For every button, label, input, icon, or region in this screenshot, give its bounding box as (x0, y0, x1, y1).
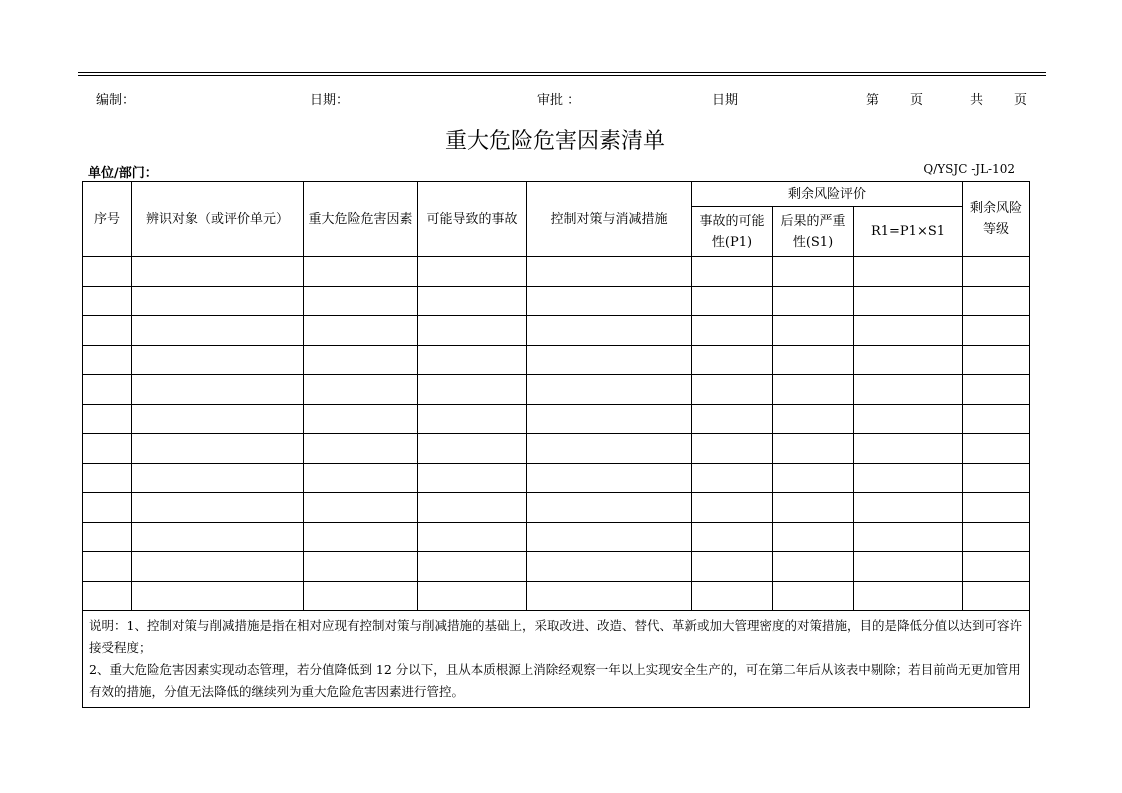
table-cell[interactable] (692, 316, 773, 346)
table-cell[interactable] (773, 257, 854, 287)
table-cell[interactable] (132, 404, 304, 434)
approved-label: 审批 ： (537, 93, 581, 108)
table-cell[interactable] (132, 434, 304, 464)
table-cell[interactable] (304, 345, 418, 375)
table-row (83, 286, 1030, 316)
table-cell[interactable] (692, 375, 773, 405)
table-cell[interactable] (773, 493, 854, 523)
table-cell[interactable] (692, 463, 773, 493)
table-cell[interactable] (83, 581, 132, 611)
table-cell[interactable] (132, 522, 304, 552)
table-cell[interactable] (692, 257, 773, 287)
col-header-measures: 控制对策与消减措施 (527, 182, 692, 257)
table-cell[interactable] (527, 522, 692, 552)
table-cell[interactable] (132, 581, 304, 611)
table-cell[interactable] (773, 434, 854, 464)
table-cell[interactable] (418, 286, 527, 316)
table-cell[interactable] (692, 493, 773, 523)
col-header-index: 序号 (83, 182, 132, 257)
table-row (83, 493, 1030, 523)
table-cell[interactable] (304, 581, 418, 611)
table-row (83, 257, 1030, 287)
table-cell[interactable] (773, 286, 854, 316)
table-cell[interactable] (304, 257, 418, 287)
table-cell[interactable] (418, 552, 527, 582)
table-cell[interactable] (773, 522, 854, 552)
table-cell[interactable] (963, 404, 1030, 434)
total-page-label: 页 (1014, 93, 1028, 108)
note-line: 2、重大危险危害因素实现动态管理，若分值降低到 12 分以下，且从本质根源上消除经观察一年以上实现安全生产的，可在第二年后从该表中剔除；若目前尚无更加管用有效的措施，分值无法降低的继续列为重大危险危害因素进行管控。 (89, 662, 1021, 699)
table-cell[interactable] (418, 404, 527, 434)
approval-date-label: 日期 (712, 93, 739, 108)
table-cell[interactable] (418, 316, 527, 346)
table-cell[interactable] (418, 434, 527, 464)
col-header-hazard: 重大危险危害因素 (304, 182, 418, 257)
col-header-accident: 可能导致的事故 (418, 182, 527, 257)
table-cell[interactable] (854, 345, 963, 375)
table-cell[interactable] (854, 286, 963, 316)
table-cell[interactable] (418, 493, 527, 523)
table-cell[interactable] (527, 345, 692, 375)
table-row (83, 375, 1030, 405)
header-rule-bottom (78, 75, 1046, 76)
notes-cell (83, 611, 1030, 708)
table-cell[interactable] (773, 463, 854, 493)
table-cell[interactable] (963, 434, 1030, 464)
note-line: 说明：1、控制对策与削减措施是指在相对应现有控制对策与削减措施的基础上，采取改进、改造、替代、革新或加大管理密度的对策措施，目的是降低分值以达到可容许接受程度； (89, 618, 1022, 655)
col-header-risk-level: 剩余风险等级 (963, 182, 1030, 257)
table-cell[interactable] (527, 404, 692, 434)
table-cell[interactable] (527, 286, 692, 316)
table-cell[interactable] (692, 581, 773, 611)
table-cell[interactable] (83, 522, 132, 552)
table-cell[interactable] (773, 316, 854, 346)
table-cell[interactable] (963, 316, 1030, 346)
table-cell[interactable] (854, 581, 963, 611)
table-row (83, 552, 1030, 582)
table-cell[interactable] (304, 552, 418, 582)
table-cell[interactable] (132, 493, 304, 523)
total-label: 共 (970, 93, 984, 108)
table-cell[interactable] (83, 286, 132, 316)
table-cell[interactable] (854, 493, 963, 523)
table-cell[interactable] (132, 257, 304, 287)
page-title: 重大危险危害因素清单 (444, 129, 665, 154)
table-cell[interactable] (963, 375, 1030, 405)
table-cell[interactable] (527, 375, 692, 405)
table-cell[interactable] (854, 463, 963, 493)
table-cell[interactable] (773, 552, 854, 582)
table-cell[interactable] (304, 493, 418, 523)
page-no-label: 第 (866, 93, 880, 108)
table-cell[interactable] (418, 345, 527, 375)
table-cell[interactable] (854, 404, 963, 434)
table-cell[interactable] (132, 316, 304, 346)
table-cell[interactable] (527, 463, 692, 493)
table-cell[interactable] (527, 493, 692, 523)
table-cell[interactable] (854, 375, 963, 405)
table-cell[interactable] (418, 581, 527, 611)
table-cell[interactable] (854, 316, 963, 346)
table-cell[interactable] (527, 552, 692, 582)
table-cell[interactable] (83, 434, 132, 464)
table-cell[interactable] (773, 581, 854, 611)
table-cell[interactable] (83, 404, 132, 434)
date-label: 日期： (310, 93, 350, 108)
table-cell[interactable] (83, 375, 132, 405)
table-row (83, 522, 1030, 552)
table-cell[interactable] (304, 316, 418, 346)
table-cell[interactable] (132, 375, 304, 405)
table-cell[interactable] (963, 286, 1030, 316)
col-header-residual-risk: 剩余风险评价 (692, 182, 963, 207)
table-cell[interactable] (692, 552, 773, 582)
col-header-object: 辨识对象（或评价单元） (132, 182, 304, 257)
table-cell[interactable] (132, 463, 304, 493)
table-cell[interactable] (304, 286, 418, 316)
table-row (83, 316, 1030, 346)
table-cell[interactable] (854, 257, 963, 287)
table-cell[interactable] (83, 493, 132, 523)
table-row (83, 463, 1030, 493)
table-row (83, 345, 1030, 375)
table-cell[interactable] (132, 345, 304, 375)
table-cell[interactable] (418, 257, 527, 287)
doc-code: Q/YSJC -JL-102 (923, 162, 1015, 176)
table-cell[interactable] (527, 316, 692, 346)
table-cell[interactable] (132, 552, 304, 582)
col-header-p1: 事故的可能性(P1) (692, 207, 773, 257)
table-cell[interactable] (83, 345, 132, 375)
table-cell[interactable] (963, 463, 1030, 493)
table-cell[interactable] (418, 375, 527, 405)
table-cell[interactable] (854, 552, 963, 582)
table-cell[interactable] (527, 581, 692, 611)
table-cell[interactable] (527, 257, 692, 287)
table-cell[interactable] (773, 375, 854, 405)
table-cell[interactable] (773, 404, 854, 434)
table-cell[interactable] (854, 434, 963, 464)
header-rule-top (78, 72, 1046, 73)
table-cell[interactable] (963, 522, 1030, 552)
table-cell[interactable] (692, 404, 773, 434)
table-cell[interactable] (83, 257, 132, 287)
table-cell[interactable] (963, 493, 1030, 523)
compiled-by-label: 编制： (96, 93, 136, 108)
table-cell[interactable] (83, 316, 132, 346)
table-cell[interactable] (304, 434, 418, 464)
table-cell[interactable] (963, 345, 1030, 375)
unit-label: 单位/部门： (88, 166, 158, 181)
page-label: 页 (910, 93, 924, 108)
table-cell[interactable] (304, 404, 418, 434)
table-cell[interactable] (963, 581, 1030, 611)
table-cell[interactable] (83, 552, 132, 582)
table-cell[interactable] (692, 434, 773, 464)
table-row (83, 434, 1030, 464)
col-header-r1: R1=P1×S1 (854, 207, 963, 257)
table-row (83, 404, 1030, 434)
table-cell[interactable] (963, 257, 1030, 287)
col-header-s1: 后果的严重性(S1) (773, 207, 854, 257)
table-cell[interactable] (304, 522, 418, 552)
table-row (83, 581, 1030, 611)
hazard-table (82, 181, 1030, 708)
table-cell[interactable] (692, 522, 773, 552)
table-cell[interactable] (132, 286, 304, 316)
table-cell[interactable] (963, 552, 1030, 582)
table-cell[interactable] (527, 434, 692, 464)
table-cell[interactable] (692, 345, 773, 375)
table-cell[interactable] (83, 463, 132, 493)
table-cell[interactable] (854, 522, 963, 552)
table-cell[interactable] (418, 522, 527, 552)
table-cell[interactable] (304, 375, 418, 405)
table-cell[interactable] (304, 463, 418, 493)
table-cell[interactable] (773, 345, 854, 375)
table-cell[interactable] (418, 463, 527, 493)
table-cell[interactable] (692, 286, 773, 316)
